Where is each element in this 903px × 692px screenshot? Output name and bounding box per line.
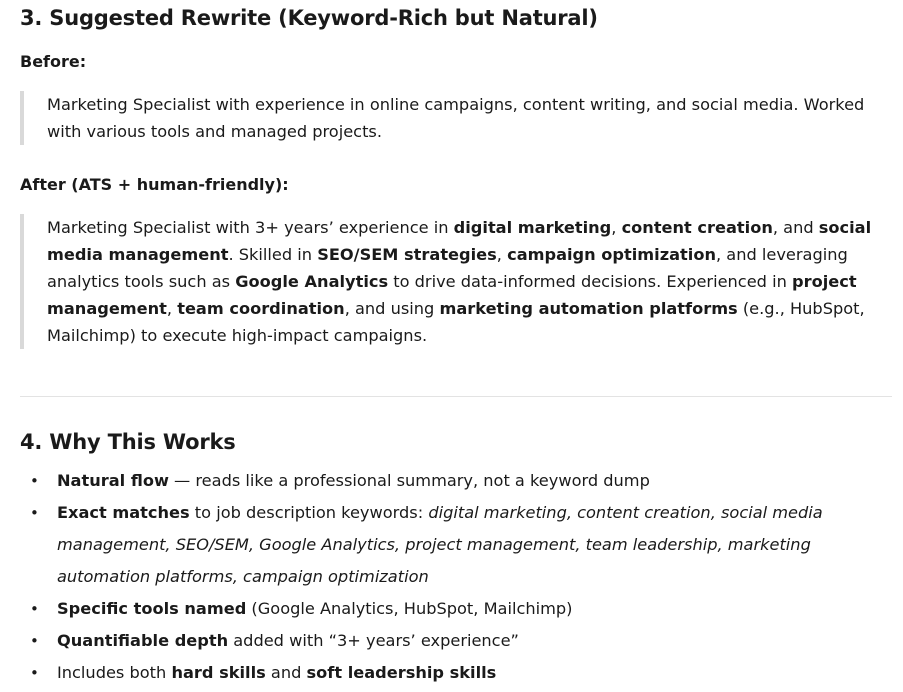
keyword-content-creation: content creation — [621, 218, 773, 237]
section-divider — [20, 396, 892, 397]
after-text: , — [166, 299, 178, 318]
item-bold: Exact matches — [57, 503, 190, 522]
item-text: (Google Analytics, HubSpot, Mailchimp) — [246, 599, 573, 618]
section-3-heading: 3. Suggested Rewrite (Keyword-Rich but Natural) — [20, 6, 598, 30]
keyword-project-management: project management — [47, 272, 857, 318]
list-item — [20, 497, 892, 593]
item-text: Includes both — [57, 663, 172, 682]
after-text: . Skilled in — [228, 245, 318, 264]
bullet-icon: • — [30, 472, 39, 490]
list-item — [20, 625, 892, 657]
bullet-icon: • — [30, 504, 39, 522]
item-bold: Quantifiable depth — [57, 631, 229, 650]
keyword-google-analytics: Google Analytics — [235, 272, 389, 291]
after-text: Marketing Specialist with 3+ years’ experience in — [47, 218, 454, 237]
item-bold: soft leadership skills — [306, 663, 497, 682]
after-text: (e.g., HubSpot, Mailchimp) to execute high-impact campaigns. — [47, 299, 865, 345]
before-label: Before: — [20, 52, 87, 71]
before-text: Marketing Specialist with experience in online campaigns, content writing, and social media. Worked with various tools and managed projects. — [47, 95, 865, 141]
keyword-marketing-automation: marketing automation platforms — [439, 299, 738, 318]
item-text: added with “3+ years’ experience” — [228, 631, 519, 650]
after-text: to drive data-informed decisions. Experienced in — [388, 272, 792, 291]
keyword-digital-marketing: digital marketing — [453, 218, 612, 237]
bullet-icon: • — [30, 632, 39, 650]
after-text: , and — [772, 218, 819, 237]
after-text: , — [611, 218, 622, 237]
list-item — [20, 465, 892, 497]
reasons-list — [20, 465, 892, 689]
item-italic-keywords: digital marketing, content creation, social media management, SEO/SEM, Google Analytics, project management, team leadership, marketing automation platforms, campaign optimization — [57, 503, 823, 586]
bullet-icon: • — [30, 600, 39, 618]
item-text: to job description keywords: — [189, 503, 429, 522]
keyword-campaign-optimization: campaign optimization — [507, 245, 716, 264]
after-quote — [20, 214, 892, 349]
item-bold: Specific tools named — [57, 599, 247, 618]
item-text: and — [265, 663, 307, 682]
keyword-team-coordination: team coordination — [177, 299, 345, 318]
item-bold: Natural flow — [57, 471, 169, 490]
list-item — [20, 657, 892, 689]
before-quote — [20, 91, 892, 145]
keyword-seo-sem: SEO/SEM strategies — [317, 245, 497, 264]
after-label: After (ATS + human-friendly): — [20, 175, 289, 194]
list-item — [20, 593, 892, 625]
item-text: — reads like a professional summary, not a keyword dump — [168, 471, 650, 490]
after-text: , — [496, 245, 508, 264]
keyword-social-media-management: social media management — [47, 218, 872, 264]
after-text: , and using — [344, 299, 440, 318]
after-text: , and leveraging analytics tools such as — [47, 245, 848, 291]
section-4-heading: 4. Why This Works — [20, 430, 236, 454]
item-bold: hard skills — [171, 663, 266, 682]
bullet-icon: • — [30, 664, 39, 682]
